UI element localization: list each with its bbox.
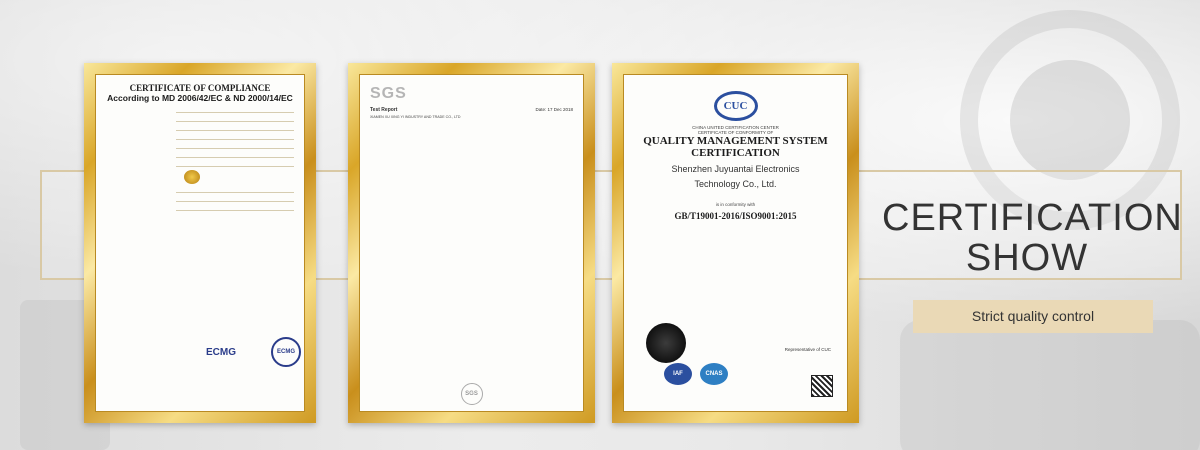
quality-control-subtitle: Strict quality control <box>913 300 1153 333</box>
cert-row <box>106 143 294 149</box>
table-row <box>370 140 573 144</box>
cert-row <box>106 196 294 202</box>
title-line1: CERTIFICATION <box>882 197 1183 239</box>
sgs-report-date: Date: 17 Dec 2018 <box>535 107 573 112</box>
cert-row <box>106 152 294 158</box>
standard-code: GB/T19001-2016/ISO9001:2015 <box>674 211 797 221</box>
trade-mark-logo <box>184 170 200 184</box>
ecmg-logo: ECMG <box>206 347 236 358</box>
sgs-company-line: XIAMEN XU XING YI INDUSTRY AND TRADE CO., LTD <box>370 115 461 119</box>
cuc-logo: CUC <box>714 91 758 121</box>
accreditation-badges <box>664 363 728 385</box>
cert-row <box>106 134 294 140</box>
qr-code-icon <box>811 375 833 397</box>
certificate-quality-management <box>612 63 859 423</box>
table-row <box>370 172 573 176</box>
cuc-conformity: CERTIFICATE OF CONFORMITY OF <box>697 130 774 135</box>
cert-row <box>106 205 294 211</box>
table-row <box>370 179 573 183</box>
sgs-logo: SGS <box>370 85 407 102</box>
ecmg-seal: ECMG <box>271 337 301 367</box>
cert-paragraph <box>106 215 294 221</box>
cert-row <box>106 116 294 122</box>
iaf-badge: IAF <box>664 363 692 385</box>
sgs-text-line <box>370 121 573 125</box>
cert-row <box>106 125 294 131</box>
certificate-scope <box>636 224 835 249</box>
table-row <box>370 153 573 157</box>
company-address <box>636 192 835 202</box>
cert-row <box>106 107 294 113</box>
certificate-sgs-report <box>348 63 595 423</box>
qms-title-line1: QUALITY MANAGEMENT SYSTEM <box>643 135 828 147</box>
representative-label: Representative of CUC <box>784 347 831 352</box>
table-row <box>370 159 573 163</box>
company-name-line1: Shenzhen Juyuantai Electronics <box>671 164 800 174</box>
certificate-quality-page <box>623 74 848 412</box>
certificate-compliance-page <box>95 74 305 412</box>
qms-title-line2: CERTIFICATION <box>691 147 780 159</box>
official-seal <box>646 323 686 363</box>
sgs-report-title: Test Report <box>370 107 398 113</box>
table-row <box>370 133 573 137</box>
certificate-compliance-title: CERTIFICATE OF COMPLIANCE <box>129 83 271 93</box>
table-row <box>370 166 573 170</box>
cnas-badge: CNAS <box>700 363 728 385</box>
sgs-table <box>370 133 573 183</box>
background-machine-hub <box>1010 60 1130 180</box>
certification-show-title <box>882 197 1183 279</box>
sgs-header <box>370 107 573 113</box>
certificate-compliance-subtitle: According to MD 2006/42/EC & ND 2000/14/EC <box>107 93 293 103</box>
title-line2: SHOW <box>965 237 1089 279</box>
certificate-compliance <box>84 63 316 423</box>
cert-row <box>106 187 294 193</box>
sgs-bottom-logo: SGS <box>461 383 483 405</box>
company-name-line2: Technology Co., Ltd. <box>694 179 777 189</box>
sgs-signature-block <box>370 345 371 351</box>
background-machine-base <box>900 320 1200 450</box>
table-row <box>370 146 573 150</box>
conformity-note: is in conformity with <box>715 202 756 207</box>
cert-paragraph <box>106 225 294 273</box>
certificate-sgs-page <box>359 74 584 412</box>
cuc-center-name: CHINA UNITED CERTIFICATION CENTER <box>692 125 779 130</box>
cert-row <box>106 161 294 167</box>
